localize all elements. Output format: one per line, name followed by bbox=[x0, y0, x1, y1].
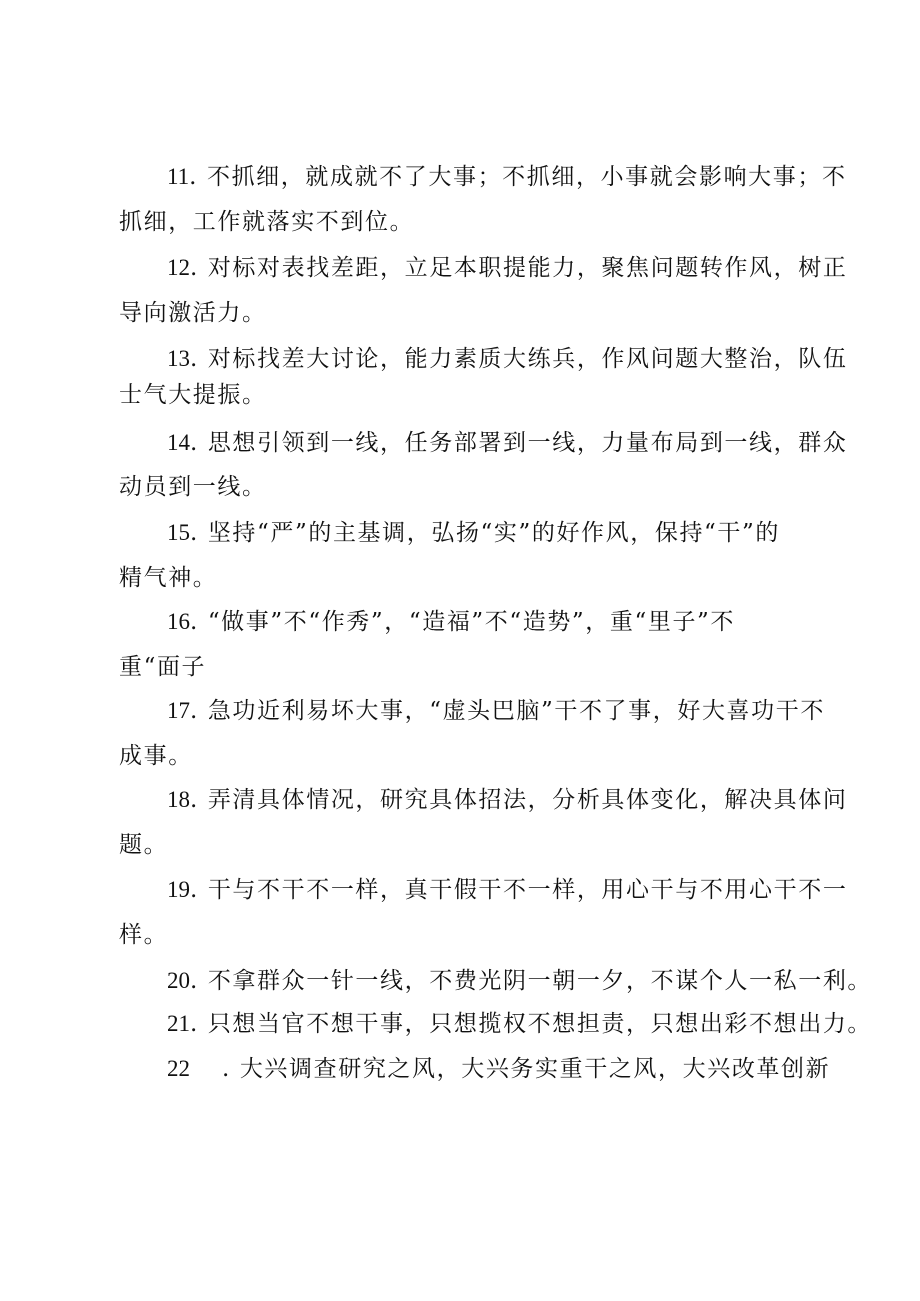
list-item-continuation: 精气神。 bbox=[119, 565, 218, 591]
item-text: . 对标找差大讨论，能力素质大练兵，作风问题大整治，队伍 bbox=[190, 346, 848, 372]
list-item-line bbox=[167, 344, 867, 374]
item-number: 22 bbox=[167, 1056, 190, 1081]
list-item-continuation: 动员到一线。 bbox=[119, 474, 267, 500]
list-item-continuation: 题。 bbox=[119, 832, 169, 858]
list-item-line bbox=[167, 1054, 867, 1084]
list-item-continuation: 抓细，工作就落实不到位。 bbox=[119, 209, 415, 235]
list-item-line bbox=[167, 518, 867, 548]
item-text: . 弄清具体情况，研究具体招法，分析具体变化，解决具体问 bbox=[190, 787, 848, 813]
item-number: 12 bbox=[167, 255, 190, 280]
item-number: 16 bbox=[167, 609, 190, 634]
item-number: 11 bbox=[167, 164, 190, 189]
list-item-line bbox=[167, 785, 867, 815]
item-text: . 不拿群众一针一线，不费光阴一朝一夕，不谋个人一私一利。 bbox=[190, 968, 873, 994]
item-number: 19 bbox=[167, 877, 190, 902]
list-item-line bbox=[167, 1009, 873, 1039]
item-text: . 坚持“严”的主基调，弘扬“实”的好作风，保持“干”的 bbox=[190, 520, 780, 546]
list-item-line bbox=[167, 162, 867, 192]
item-number: 17 bbox=[167, 698, 190, 723]
list-item-line bbox=[167, 696, 867, 726]
item-number: 21 bbox=[167, 1011, 190, 1036]
item-number: 15 bbox=[167, 520, 190, 545]
item-text: . 思想引领到一线，任务部署到一线，力量布局到一线，群众 bbox=[190, 430, 848, 456]
list-item-line bbox=[167, 875, 867, 905]
list-item-continuation: 样。 bbox=[119, 922, 169, 948]
item-text: . 急功近利易坏大事，“虚头巴脑”干不了事，好大喜功干不 bbox=[190, 698, 825, 724]
item-number: 14 bbox=[167, 430, 190, 455]
list-item-line bbox=[167, 253, 867, 283]
list-item-continuation: 士气大提振。 bbox=[119, 382, 267, 408]
list-item-line bbox=[167, 966, 873, 996]
item-text: . “做事”不“作秀”，“造福”不“造势”，重“里子”不 bbox=[190, 609, 736, 635]
item-number: 18 bbox=[167, 787, 190, 812]
list-item-continuation: 成事。 bbox=[119, 743, 193, 769]
list-item-continuation: 重“面子 bbox=[119, 654, 207, 680]
item-number: 20 bbox=[167, 968, 190, 993]
list-item-line bbox=[167, 428, 867, 458]
item-number: 13 bbox=[167, 346, 190, 371]
item-text: . 干与不干不一样，真干假干不一样，用心干与不用心干不一 bbox=[190, 877, 848, 903]
item-text: . 不抓细，就成就不了大事；不抓细，小事就会影响大事；不 bbox=[189, 164, 847, 190]
item-text: . 对标对表找差距，立足本职提能力，聚焦问题转作风，树正 bbox=[190, 255, 848, 281]
list-item-line bbox=[167, 607, 867, 637]
item-text: . 只想当官不想干事，只想揽权不想担责，只想出彩不想出力。 bbox=[190, 1011, 873, 1037]
list-item-continuation: 导向激活力。 bbox=[119, 300, 267, 326]
item-text: . 大兴调查研究之风，大兴务实重干之风，大兴改革创新 bbox=[222, 1056, 831, 1082]
